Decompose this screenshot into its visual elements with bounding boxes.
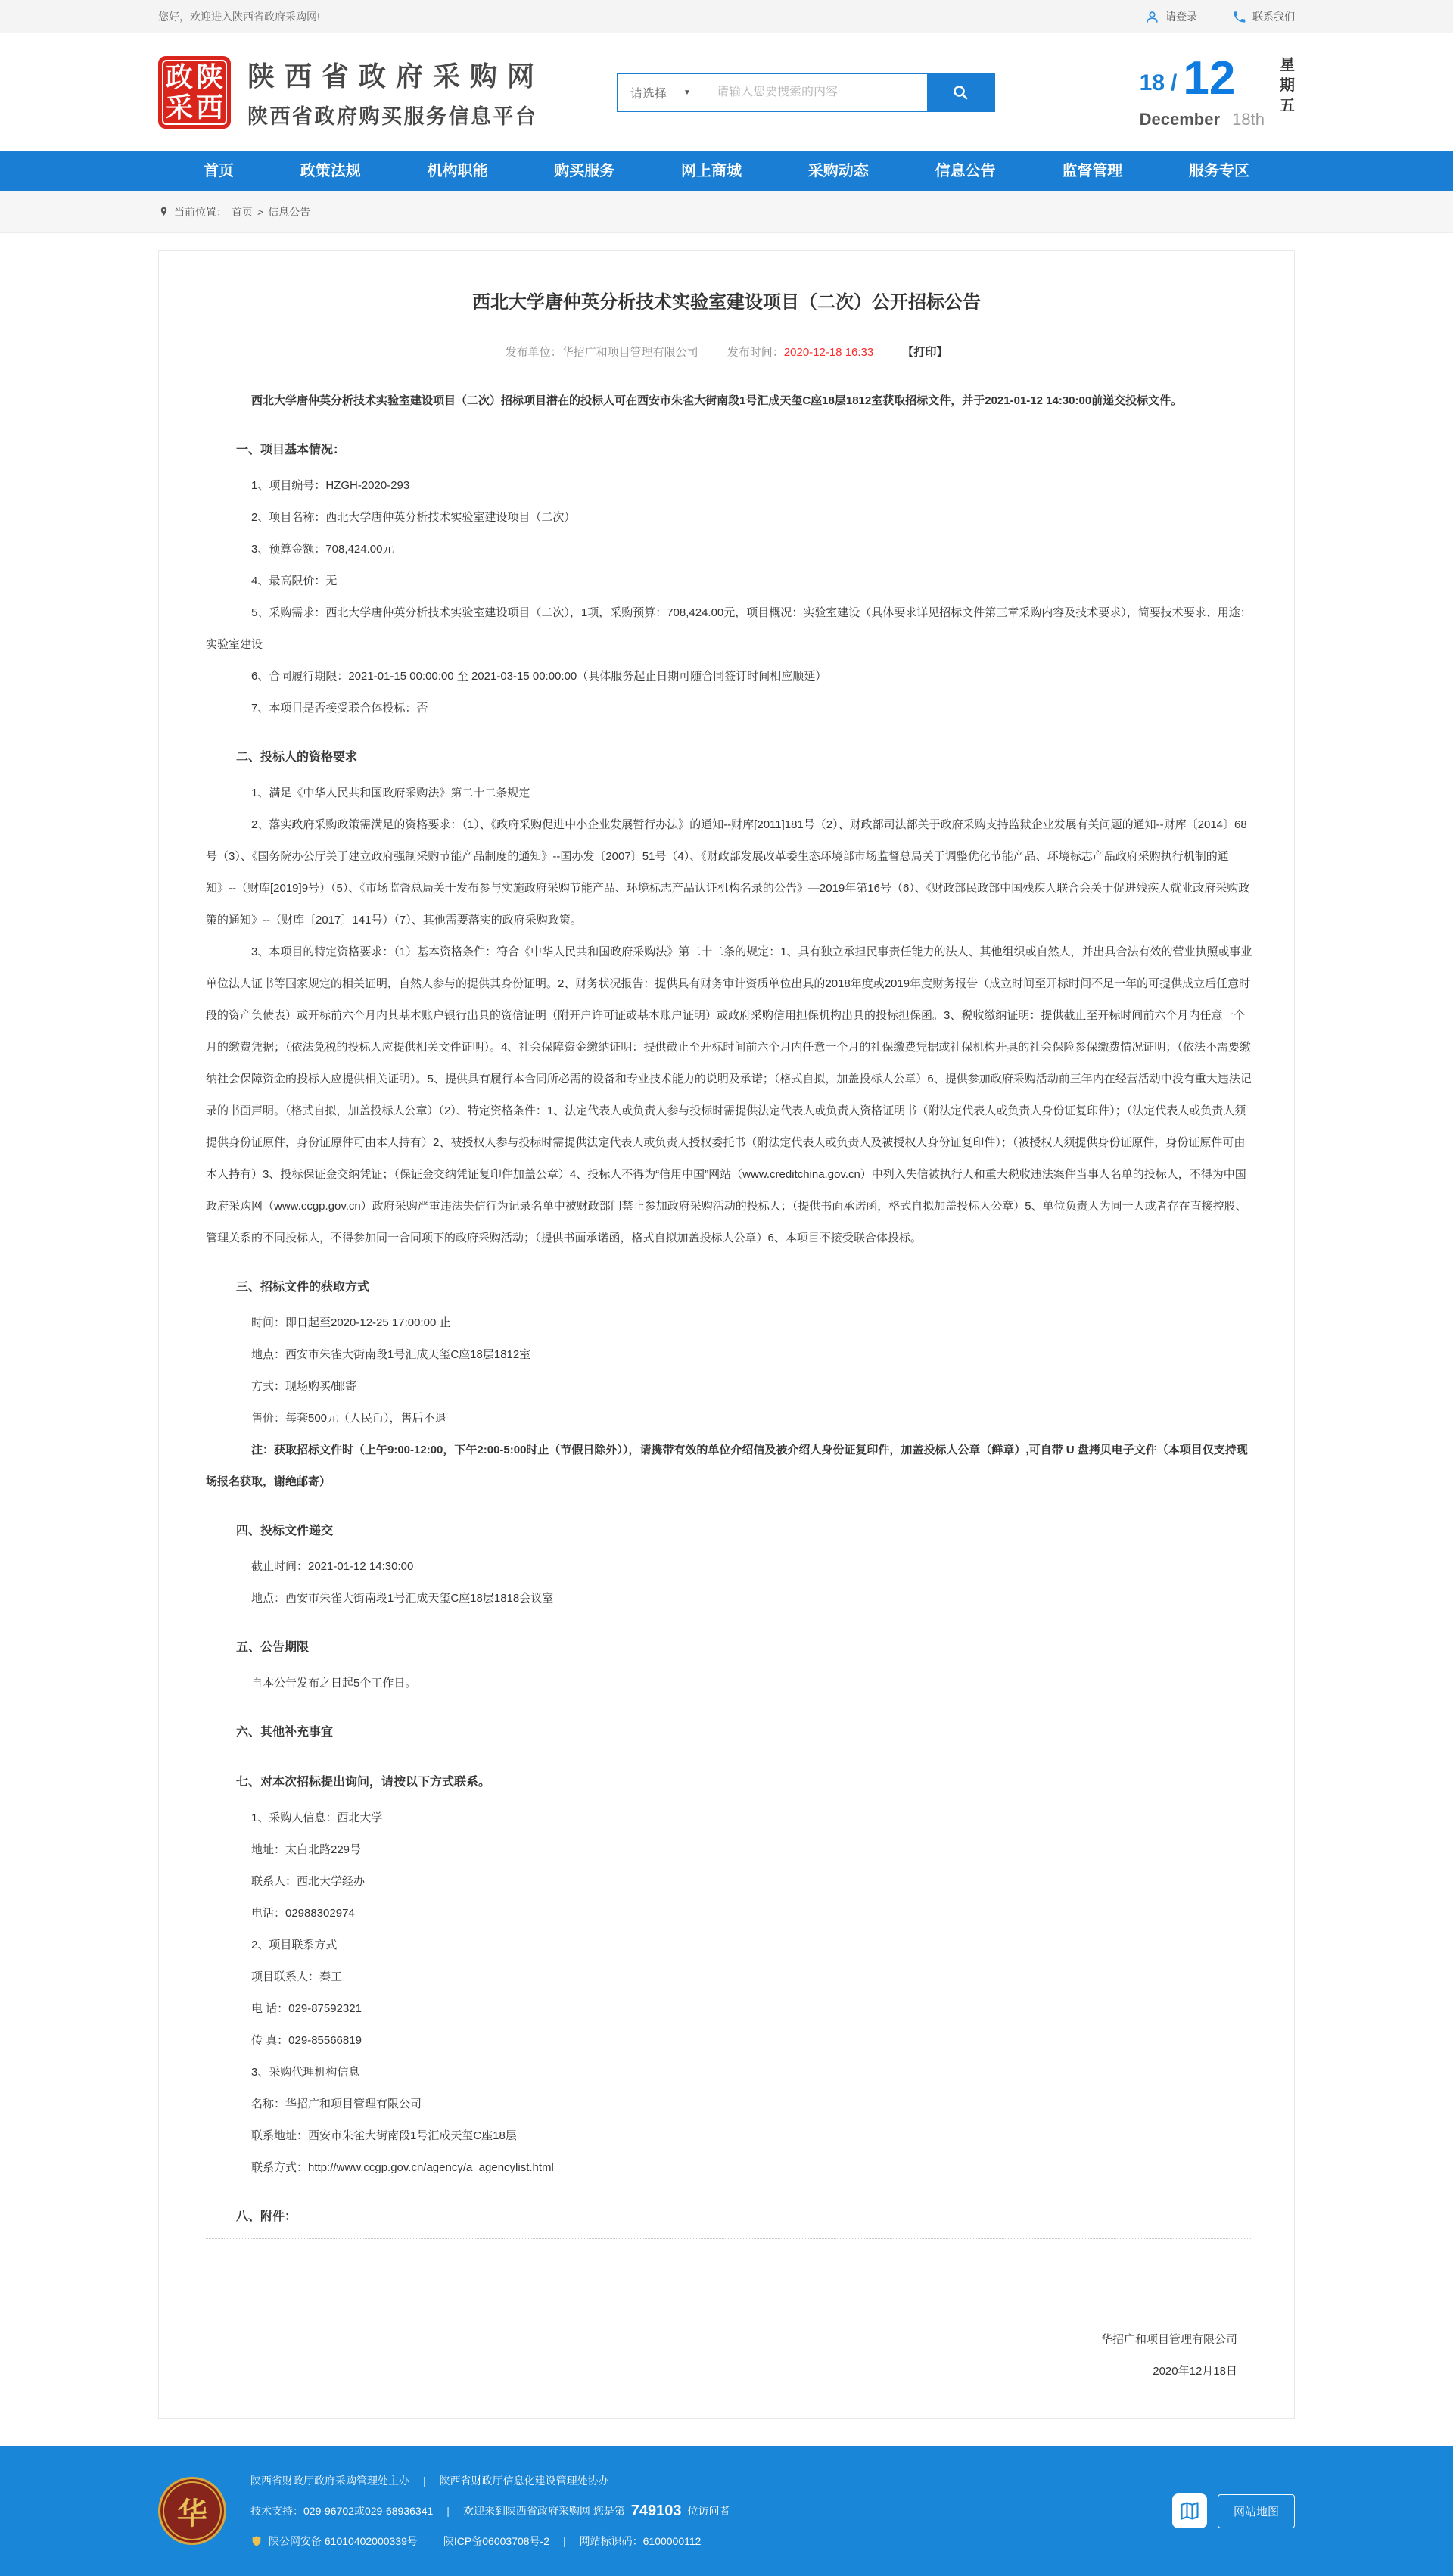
top-bar (0, 0, 1453, 33)
search-category-value: 请选择 (630, 87, 667, 101)
breadcrumb-current[interactable]: 信息公告 (268, 206, 311, 218)
print-button[interactable]: 【打印】 (902, 346, 948, 359)
site-code: 网站标识码：6100000112 (579, 2535, 702, 2547)
security-badge-icon (250, 2535, 263, 2547)
footer-separator: | (423, 2475, 426, 2487)
breadcrumb-label: 当前位置： (174, 206, 227, 218)
site-title: 陕西省政府采购网 (247, 61, 545, 92)
sitemap-button[interactable]: 网站地图 (1218, 2494, 1295, 2528)
section-heading: 五、公告期限 (236, 1641, 310, 1654)
doc-line: 时间：即日起至2020-12-25 17:00:00 止 (251, 1316, 451, 1329)
doc-line: 电话：02988302974 (251, 1907, 355, 1920)
contact-label: 联系我们 (1252, 11, 1295, 23)
date-ordinal: 18th (1232, 110, 1265, 129)
phone-icon (1232, 10, 1246, 24)
section-heading: 八、附件： (236, 2210, 297, 2223)
doc-line: 地址：太白北路229号 (251, 1843, 362, 1856)
section-heading: 七、对本次招标提出询问，请按以下方式联系。 (236, 1776, 491, 1789)
doc-line: 电 话：029-87592321 (251, 2002, 362, 2015)
doc-line: 联系地址：西安市朱雀大街南段1号汇成天玺C座18层 (251, 2129, 517, 2142)
footer-line-3 (250, 2526, 730, 2556)
site-subtitle: 陕西省政府购买服务信息平台 (247, 105, 538, 128)
contact-link[interactable] (1232, 9, 1295, 24)
breadcrumb-separator: > (257, 206, 264, 218)
footer-tech-support: 技术支持：029-96702或029-68936341 (250, 2505, 434, 2517)
footer-visitor-text: 欢迎来到陕西省政府采购网 您是第 (462, 2505, 625, 2517)
breadcrumb-bar (0, 191, 1453, 233)
main-nav (0, 151, 1453, 191)
intro-paragraph: 西北大学唐仲英分析技术实验室建设项目（二次）招标项目潜在的投标人可在西安市朱雀大街南段1号汇成天玺C座18层1812室获取招标文件，并于2021-01-12 14:30:00前递交投标文件。 (251, 394, 1183, 407)
publish-time-label: 发布时间： (726, 346, 784, 359)
nav-item-信息公告[interactable]: 信息公告 (935, 163, 996, 179)
doc-line: 2、项目联系方式 (251, 1939, 338, 1951)
date-weekday (1280, 55, 1295, 117)
doc-paragraph: 2、落实政府采购政策需满足的资格要求：（1）、《政府采购促进中小企业发展暂行办法》的通知--财库[2011]181号（2）、财政部司法部关于政府采购支持监狱企业发展有关问题的通知--财库〔2014〕68号（3）、《国务院办公厅关于建立政府强制采购节能产品制度的通知》--国办发〔2007〕51号（4）、《财政部发展改革委生态环境部市场监督总局关于调整优化节能产品、环境标志产品政府采购执行机制的通知》--（财库[2019]9号）（5）、《市场监督总局关于发布参与实施政府采购节能产品、环境标志产品认证机构名录的公告》—2019年第16号（6）、《财政部民政部中国残疾人联合会关于促进残疾人就业政府采购政策的通知》--（财库〔2017〕141号）（7）、其他需要落实的政府采购政策。 (206, 818, 1250, 927)
doc-line: 传 真：029-85566819 (251, 2034, 362, 2047)
site-logo (158, 56, 231, 129)
footer-line-2 (250, 2496, 730, 2526)
doc-line: 6、合同履行期限：2021-01-15 00:00:00 至 2021-03-15 00:00:00（具体服务起止日期可随合同签订时间相应顺延） (251, 670, 827, 683)
doc-line: 项目联系人：秦工 (251, 1970, 343, 1983)
publish-time-value: 2020-12-18 16:33 (783, 346, 874, 359)
doc-line: 3、采购代理机构信息 (251, 2066, 360, 2079)
date-month: 12 (1183, 52, 1236, 104)
search-input[interactable] (711, 86, 927, 99)
breadcrumb-home[interactable]: 首页 (232, 206, 253, 218)
section-heading: 六、其他补充事宜 (236, 1726, 334, 1739)
search-icon (951, 83, 969, 101)
welcome-text: 您好，欢迎进入陕西省政府采购网! (158, 11, 320, 23)
user-icon (1145, 10, 1159, 24)
doc-paragraph: 3、本项目的特定资格要求：（1）基本资格条件：符合《中华人民共和国政府采购法》第二十二条的规定：1、具有独立承担民事责任能力的法人、其他组织或自然人，并出具合法有效的营业执照或事业单位法人证书等国家规定的相关证明，自然人参与的提供其身份证明。2、财务状况报告：提供具有财务审计资质单位出具的2018年度或2019年度财务报告（成立时间至开标时间不足一年的可提供成立后任意时段的资产负债表）或开标前六个月内其基本账户银行出具的资信证明（附开户许可证或基本账户证明）或政府采购信用担保机构出具的投标担保函。3、税收缴纳证明：提供截止至开标时间前六个月内任意一个月的缴费凭据；（依法免税的投标人应提供相关文件证明）。4、社会保障资金缴纳证明：提供截止至开标时间前六个月内任意一个月的社保缴费凭据或社保机构开具的社会保险参保缴费情况证明；（依法不需要缴纳社会保障资金的投标人应提供相关证明）。5、提供具有履行本合同所必需的设备和专业技术能力的说明及承诺；（格式自拟，加盖投标人公章）6、提供参加政府采购活动前三年内在经营活动中没有重大违法记录的书面声明。（格式自拟，加盖投标人公章）（2）、特定资格条件：1、法定代表人或负责人参与投标时需提供法定代表人或负责人资格证明书（附法定代表人或负责人身份证复印件）；（法定代表人或负责人须提供身份证原件，身份证原件可由本人持有）2、被授权人参与投标时需提供法定代表人或负责人授权委托书（附法定代表人或负责人及被授权人身份证复印件）；（被授权人须提供身份证原件，身份证原件可由本人持有）3、投标保证金交纳凭证；（保证金交纳凭证复印件加盖公章）4、投标人不得为“信用中国”网站（www.creditchina.gov.cn）中列入失信被执行人和重大税收违法案件当事人名单的投标人，不得为中国政府采购网（www.ccgp.gov.cn）政府采购严重违法失信行为记录名单中被财政部门禁止参加政府采购活动的投标人；（提供书面承诺函，格式自拟加盖投标人公章）5、单位负责人为同一人或者存在直接控股、管理关系的不同投标人，不得参加同一合同项下的政府采购活动；（提供书面承诺函，格式自拟加盖投标人公章）6、本项目不接受联合体投标。 (206, 945, 1252, 1244)
doc-line: 1、项目编号：HZGH-2020-293 (251, 479, 410, 492)
section-heading: 二、投标人的资格要求 (236, 751, 358, 764)
doc-line: 3、预算金额：708,424.00元 (251, 543, 394, 556)
doc-line: 售价：每套500元（人民币），售后不退 (251, 1412, 446, 1425)
section-heading: 一、项目基本情况： (236, 444, 346, 456)
site-header (0, 33, 1453, 151)
nav-item-购买服务[interactable]: 购买服务 (554, 163, 615, 179)
gov-emblem-icon (158, 2477, 226, 2545)
emblem-char: 华 (177, 2496, 207, 2531)
visitor-count: 749103 (630, 2503, 682, 2519)
weekday-char: 期 (1280, 77, 1295, 94)
footer-co-organizer: 陕西省财政厅信息化建设管理处协办 (439, 2475, 609, 2487)
nav-item-首页[interactable]: 首页 (204, 163, 234, 179)
chevron-down-icon: ▼ (683, 88, 691, 97)
logo-char: 西 (195, 92, 223, 123)
site-footer (0, 2446, 1453, 2576)
date-month-name: December (1139, 110, 1221, 129)
doc-line: 4、最高限价：无 (251, 575, 338, 587)
doc-line: 名称：华招广和项目管理有限公司 (251, 2098, 422, 2110)
signature-divider (206, 2238, 1252, 2239)
signature-date: 2020年12月18日 (1153, 2365, 1237, 2378)
doc-line: 1、采购人信息：西北大学 (251, 1811, 383, 1824)
doc-line: 2、项目名称：西北大学唐仲英分析技术实验室建设项目（二次） (251, 511, 576, 524)
article-meta (159, 344, 1294, 360)
logo-char: 采 (165, 92, 193, 123)
map-icon (1179, 2500, 1200, 2521)
announcement-card (158, 250, 1295, 2419)
doc-line: 7、本项目是否接受联合体投标：否 (251, 702, 428, 715)
nav-item-采购动态[interactable]: 采购动态 (807, 163, 869, 179)
section-heading: 三、招标文件的获取方式 (236, 1281, 370, 1294)
footer-visitor-suffix: 位访问者 (687, 2505, 730, 2517)
weekday-char: 星 (1280, 57, 1295, 73)
logo-char: 政 (165, 62, 193, 92)
section-heading: 四、投标文件递交 (236, 1525, 334, 1537)
article-body (159, 385, 1294, 2388)
location-pin-icon (158, 205, 170, 219)
signature-company: 华招广和项目管理有限公司 (1100, 2333, 1237, 2346)
doc-line: 地点：西安市朱雀大街南段1号汇成天玺C座18层1812室 (251, 1348, 531, 1361)
doc-line: 地点：西安市朱雀大街南段1号汇成天玺C座18层1818会议室 (251, 1592, 554, 1605)
search-box (617, 73, 995, 112)
search-category-select[interactable] (618, 84, 711, 101)
signature-block (206, 2324, 1252, 2388)
doc-line: 联系方式：http://www.ccgp.gov.cn/agency/a_agencylist.html (251, 2161, 554, 2174)
doc-paragraph: 5、采购需求：西北大学唐仲英分析技术实验室建设项目（二次），1项，采购预算：708,424.00元，项目概况：实验室建设（具体要求详见招标文件第三章采购内容及技术要求），简要技术要求、用途：实验室建设 (206, 606, 1252, 651)
footer-separator: | (446, 2505, 450, 2517)
page-title: 西北大学唐仲英分析技术实验室建设项目（二次）公开招标公告 (472, 292, 981, 313)
sitemap-icon-box[interactable] (1172, 2493, 1207, 2528)
doc-paragraph: 注：获取招标文件时（上午9:00-12:00，下午2:00-5:00时止（节假日除外）），请携带有效的单位介绍信及被介绍人身份证复印件，加盖投标人公章（鲜章）,可自带 U 盘拷贝电子文件（本项目仅支持现场报名获取，谢绝邮寄） (206, 1444, 1248, 1488)
login-label: 请登录 (1165, 11, 1197, 23)
publisher-value: 华招广和项目管理有限公司 (562, 346, 698, 359)
doc-line: 联系人：西北大学经办 (251, 1875, 366, 1888)
login-link[interactable] (1145, 9, 1197, 24)
footer-line-1 (250, 2465, 730, 2496)
date-widget (1139, 52, 1295, 129)
doc-line: 1、满足《中华人民共和国政府采购法》第二十二条规定 (251, 787, 530, 799)
nav-item-机构职能[interactable]: 机构职能 (427, 163, 488, 179)
logo-char: 陕 (195, 62, 223, 92)
weekday-char: 五 (1280, 98, 1295, 114)
date-slash: / (1171, 70, 1178, 95)
doc-line: 截止时间：2021-01-12 14:30:00 (251, 1560, 414, 1573)
nav-item-服务专区[interactable]: 服务专区 (1189, 163, 1249, 179)
nav-item-网上商城[interactable]: 网上商城 (681, 163, 742, 179)
footer-organizer: 陕西省财政厅政府采购管理处主办 (250, 2475, 409, 2487)
footer-separator: | (562, 2535, 566, 2547)
doc-line: 方式：现场购买/邮寄 (251, 1380, 357, 1393)
search-button[interactable] (927, 74, 994, 111)
police-filing-number[interactable]: 陕公网安备 61010402000339号 (269, 2535, 418, 2547)
nav-item-监督管理[interactable]: 监督管理 (1062, 163, 1123, 179)
icp-number[interactable]: 陕ICP备06003708号-2 (443, 2535, 549, 2547)
date-day: 18 (1139, 70, 1165, 95)
publisher-label: 发布单位： (505, 346, 562, 359)
nav-item-政策法规[interactable]: 政策法规 (300, 163, 361, 179)
doc-line: 自本公告发布之日起5个工作日。 (251, 1677, 417, 1690)
